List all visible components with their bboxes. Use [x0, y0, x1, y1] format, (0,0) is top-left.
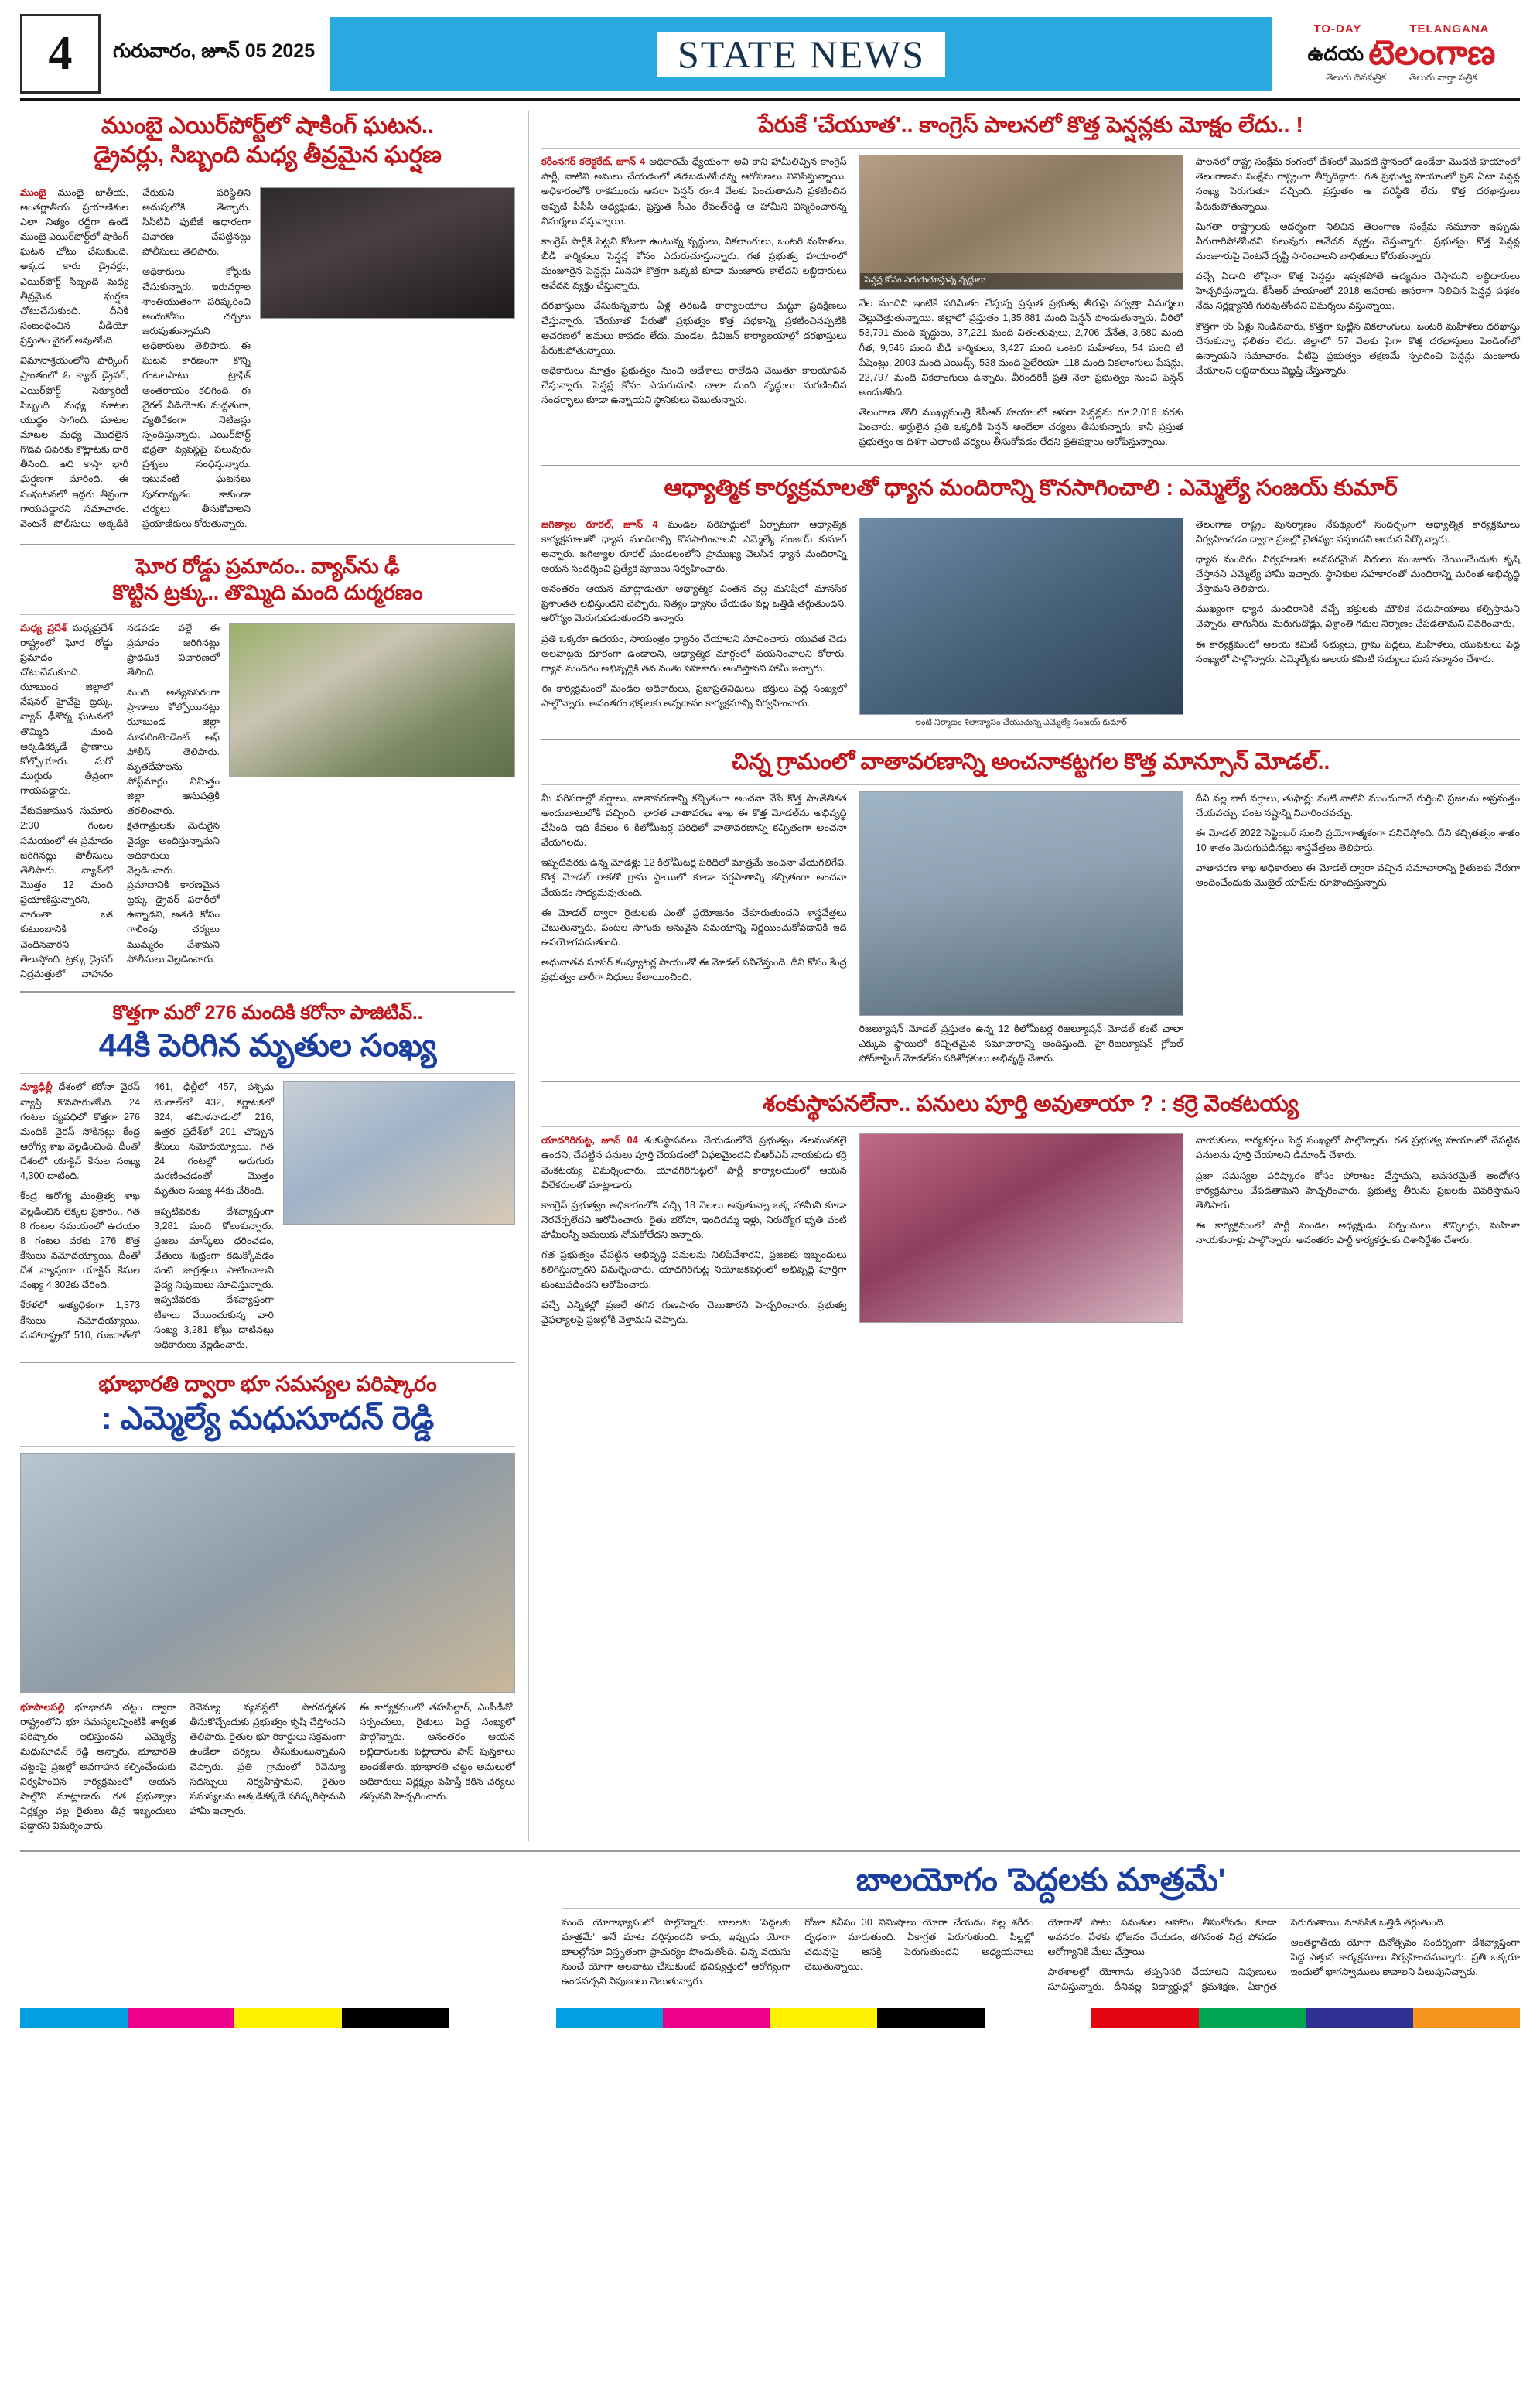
body-mumbai: ముంబై ముంబై జాతీయ, అంతర్జాతీయ ప్రయాణికుల ఎలా నిత్యం రద్దీగా ఉండే ముంబై ఎయిర్‌పోర్ట్‌లో షాకింగ్ ఘటన చోటు చేసుకుంది. అక్కడ కారు డ్రైవర్లు, ఎయిర్‌పోర్ట్ సిబ్బంది మధ్య తీవ్రమైన ఘర్షణ చోటుచేసుకుంది. దీనికి సంబంధించిన వీడియో ప్రస్తుతం వైరల్ అవుతోంది. విమానాశ్రయంలోని పార్కింగ్ ప్రాంతంలో ఓ క్యాబ్ డ్రైవర్, ఎయిర్‌పోర్ట్ సెక్యూరిటీ సిబ్బంది మధ్య మాటల యుద్ధం సాగింది. మాటల మాటల మధ్య మొదలైన గొడవ చివరకు కొట్లాటకు దారి తీసింది. అది కాస్తా భారీ ఘర్షణగా మారింది. ఈ సంఘటనలో ఇద్దరు తీవ్రంగా గాయపడ్డారని సమాచారం. వెంటనే పోలీసులు అక్కడికి చేరుకుని పరిస్థితిని అదుపులోకి తెచ్చారు. సీసీటీవీ ఫుటేజీ ఆధారంగా విచారణ చేపట్టినట్లు పోలీసులు తెలిపారు. అధికారులు కోర్టుకు చేసుకున్నారు. ఇరువర్గాల శాంతియుతంగా పరిష్కరించి అందుకోసం చర్చలు జరుపుతున్నామని అధికారులు తెలిపారు. ఈ ఘటన కారణంగా కొన్ని గంటలపాటు ట్రాఫిక్ అంతరాయం కలిగింది. ఈ వైరల్ వీడియోకు మద్దతుగా, వ్యతిరేకంగా నెటిజన్లు స్పందిస్తున్నారు. ఎయిర్‌పోర్ట్ భద్రతా వ్యవస్థపై పలువురు ప్రశ్నలు సంధిస్తున్నారు. ఇటువంటి ఘటనలు పునరావృతం కాకుండా చర్యలు తీసుకోవాలని ప్రయాణికులు కోరుతున్నారు. — [20, 186, 251, 529]
story-monsoon-model — [541, 748, 1520, 1072]
publication-logo — [1272, 14, 1520, 94]
headline-mumbai-line2: డ్రైవర్లు, సిబ్బంది మధ్య తీవ్రమైన ఘర్షణ — [94, 142, 442, 169]
body-monsoon-right: దీని వల్ల భారీ వర్షాలు, తుఫాన్లు వంటి వాటిని ముందుగానే గుర్తించి ప్రజలను అప్రమత్తం చేయవచ్చు. పంట నష్టాన్ని నివారించవచ్చు. ఈ మోడల్ 2022 సెప్టెంబర్ నుంచి ప్రయోగాత్మకంగా పనిచేస్తోంది. దీని కచ్చితత్వం శాతం 10 శాతం మెరుగుపడినట్లు శాస్త్రవేత్తలు తెలిపారు. వాతావరణ శాఖ అధికారులు ఈ మోడల్ ద్వారా వచ్చిన సమాచారాన్ని రైతులకు నేరుగా అందించేందుకు మొబైల్ యాప్‌ను రూపొందిస్తున్నారు. — [1195, 792, 1520, 889]
dateline-karre: యాదగిరిగుట్ట, జూన్ 04 — [541, 1135, 638, 1146]
dateline-accident: మధ్య ప్రదేశ్ — [20, 622, 67, 634]
color-swatch — [663, 2008, 770, 2028]
story-karre-venkataiah — [541, 1090, 1520, 1333]
headline-accident-line2: కొట్టిన ట్రక్కు.. తొమ్మిది మంది దుర్మరణం — [112, 581, 423, 605]
photo-vaccination — [283, 1081, 515, 1225]
body-bhubharathi: భూపాలపల్లి భూభారతి చట్టం ద్వారా రాష్ట్రంలోని భూ సమస్యలన్నింటికీ శాశ్వత పరిష్కారం లభిస్తుందని ఎమ్మెల్యే మధుసూదన్ రెడ్డి అన్నారు. భూభారతి చట్టంపై ప్రజల్లో అవగాహన కల్పించేందుకు నిర్వహించిన కార్యక్రమంలో ఆయన పాల్గొని మాట్లాడారు. గత ప్రభుత్వాల నిర్లక్ష్యం వల్ల రైతులు తీవ్ర ఇబ్బందులు పడ్డారని విమర్శించారు. రెవెన్యూ వ్యవస్థలో పారదర్శకత తీసుకొచ్చేందుకు ప్రభుత్వం కృషి చేస్తోందని తెలిపారు. రైతుల భూ రికార్డులు సక్రమంగా ఉండేలా చర్యలు తీసుకుంటున్నామని చెప్పారు. ప్రతి గ్రామంలో రెవెన్యూ సదస్సులు నిర్వహిస్తామని, రైతుల సమస్యలను అక్కడికక్కడే పరిష్కరిస్తామని హామీ ఇచ్చారు. ఈ కార్యక్రమంలో తహసీల్దార్, ఎంపీడీవో, సర్పంచులు, రైతులు పెద్ద సంఖ్యలో పాల్గొన్నారు. అనంతరం ఆయన లబ్ధిదారులకు పట్టాదారు పాస్ పుస్తకాలు అందజేశారు. భూభారతి చట్టం అమలులో అధికారులు నిర్లక్ష్యం వహిస్తే కఠిన చర్యలు తప్పవని హెచ్చరించారు. — [20, 1702, 515, 1832]
headline-bhubharathi-line2: : ఎమ్మెల్యే మధుసూదన్ రెడ్డి — [101, 1399, 435, 1436]
dateline-sanjay: జగిత్యాల రూరల్, జూన్ 4 — [541, 518, 658, 530]
headline-monsoon-model: చిన్న గ్రామంలో వాతావరణాన్ని అంచనాకట్టగల కొత్త మాన్సూన్ మోడల్.. — [731, 749, 1330, 774]
headline-mumbai-line1: ముంబై ఎయిర్‌పోర్ట్‌లో షాకింగ్ ఘటన.. — [101, 113, 435, 138]
dateline-corona: న్యూఢిల్లీ — [20, 1081, 53, 1093]
headline-bhubharathi-line1: భూభారతి ద్వారా భూ సమస్యల పరిష్కారం — [98, 1372, 437, 1396]
story-mumbai-airport — [20, 111, 515, 535]
color-swatch — [1306, 2008, 1413, 2028]
photo-caption-pension: పెన్షన్ల కోసం ఎదురుచూస్తున్న వృద్ధులు — [860, 273, 1183, 289]
body-karre-left: యాదగిరిగుట్ట, జూన్ 04 శంకుస్థాపనలు చేయడంలోనే ప్రభుత్వం తలమునకలై ఉందని, చేపట్టిన పనులు పూర్తి చేయడంలో విఫలమైందని బీఆర్ఎస్ నాయకుడు కర్రె వెంకటయ్య విమర్శించారు. యాదగిరిగుట్టలో పార్టీ కార్యాలయంలో ఆయన విలేకరులతో మాట్లాడారు. కాంగ్రెస్ ప్రభుత్వం అధికారంలోకి వచ్చి 18 నెలలు అవుతున్నా ఒక్క హామీని కూడా నెరవేర్చలేదని ఆరోపించారు. రైతు భరోసా, ఇందిరమ్మ ఇళ్లు, నిరుద్యోగ భృతి వంటి హామీలన్నీ అమలుకు నోచుకోలేదని అన్నారు. గత ప్రభుత్వం చేపట్టిన అభివృద్ధి పనులను నిలిపివేశారని, ప్రజలకు ఇబ్బందులు కలిగిస్తున్నారని విమర్శించారు. యాదగిరిగుట్ట నియోజకవర్గంలో అభివృద్ధి పూర్తిగా కుంటుపడిందని ఆరోపించారు. వచ్చే ఎన్నికల్లో ప్రజలే తగిన గుణపాఠం చెబుతారని హెచ్చరించారు. ప్రభుత్వ వైఫల్యాలపై ప్రజల్లోకి వెళ్తామని చెప్పారు. — [541, 1135, 847, 1325]
story-sanjay-kumar — [541, 474, 1520, 730]
color-swatch — [1199, 2008, 1306, 2028]
section-title: STATE NEWS — [657, 32, 945, 77]
dateline-bhubharathi: భూపాలపల్లి — [20, 1702, 65, 1713]
body-corona: న్యూఢిల్లీ దేశంలో కరోనా వైరస్ వ్యాప్తి కొనసాగుతోంది. 24 గంటల వ్యవధిలో కొత్తగా 276 మందికి వైరస్ సోకినట్లు కేంద్ర ఆరోగ్య శాఖ వెల్లడించింది. దీంతో దేశంలో యాక్టివ్ కేసుల సంఖ్య 4,300 దాటింది. కేంద్ర ఆరోగ్య మంత్రిత్వ శాఖ వెల్లడించిన లెక్కల ప్రకారం.. గత 8 గంటల సమయంలో ఉదయం 8 గంటల వరకు 276 కొత్త కేసులు నమోదయ్యాయి. దీంతో దేశ వ్యాప్తంగా యాక్టివ్ కేసుల సంఖ్య 4,302కు చేరింది. కేరళలో అత్యధికంగా 1,373 కేసులు నమోదయ్యాయి. మహారాష్ట్రలో 510, గుజరాత్‌లో 461, ఢిల్లీలో 457, పశ్చిమ బెంగాల్‌లో 432, కర్ణాటకలో 324, తమిళనాడులో 216, ఉత్తర ప్రదేశ్‌లో 201 చొప్పున కేసులు నమోదయ్యాయి. గత 24 గంటల్లో ఆరుగురు మరణించడంతో మొత్తం మృతుల సంఖ్య 44కు చేరింది. ఇప్పటివరకు దేశవ్యాప్తంగా 3,281 మంది కోలుకున్నారు. ప్రజలు మాస్క్‌లు ధరించడం, చేతులు శుభ్రంగా కడుక్కోవడం వంటి జాగ్రత్తలు పాటించాలని వైద్య నిపుణులు సూచిస్తున్నారు. ఇప్పటివరకు దేశవ్యాప్తంగా టీకాలు వేయించుకున్న వారి సంఖ్య 3,281 కోట్లు దాటినట్లు అధికారులు వెల్లడించారు. — [20, 1081, 274, 1350]
color-swatch — [985, 2008, 1092, 2028]
photo-pension-queue — [859, 155, 1183, 290]
color-swatch — [234, 2008, 342, 2028]
body-karre-right: నాయకులు, కార్యకర్తలు పెద్ద సంఖ్యలో పాల్గొన్నారు. గత ప్రభుత్వ హయాంలో చేపట్టిన పనులను పూర్తి చేయాలని డిమాండ్ చేశారు. ప్రజా సమస్యల పరిష్కారం కోసం పోరాటం చేస్తామని, అవసరమైతే ఆందోళన కార్యక్రమాలు చేపడతామని హెచ్చరించారు. ప్రభుత్వ తీరును ప్రజలకు వివరిస్తామని తెలిపారు. ఈ కార్యక్రమంలో పార్టీ మండల అధ్యక్షుడు, సర్పంచులు, కౌన్సిలర్లు, మహిళా నాయకురాళ్లు పాల్గొన్నారు. అనంతరం పార్టీ కార్యకర్తలకు దిశానిర్దేశం చేశారు. — [1195, 1135, 1520, 1246]
body-balayogam: మంది యోగాభ్యాసంలో పాల్గొన్నారు. బాలలకు 'పెద్దలకు మాత్రమే' అనే మాట వర్తిస్తుందని కాదు, ఇప్పుడు యోగా బాలల్లోనూ విస్తృతంగా ప్రాచుర్యం పొందుతోంది. చిన్న వయసు నుంచే యోగా అలవాటు చేసుకుంటే భవిష్యత్తులో ఆరోగ్యంగా ఉండవచ్చని నిపుణులు చెబుతున్నారు. రోజూ కనీసం 30 నిమిషాలు యోగా చేయడం వల్ల శరీరం దృఢంగా మారుతుంది. ఏకాగ్రత పెరుగుతుంది. పిల్లల్లో చదువుపై ఆసక్తి పెరుగుతుందని అధ్యయనాలు చెబుతున్నాయి. యోగాతో పాటు సమతుల ఆహారం తీసుకోవడం కూడా అవసరం. వేళకు భోజనం చేయడం, తగినంత నిద్ర పోవడం ఆరోగ్యానికి మేలు చేస్తాయి. పాఠశాలల్లో యోగాను తప్పనిసరి చేయాలని నిపుణులు సూచిస్తున్నారు. దీనివల్ల విద్యార్థుల్లో క్రమశిక్షణ, ఏకాగ్రత పెరుగుతాయి. మానసిక ఒత్తిడి తగ్గుతుంది. అంతర్జాతీయ యోగా దినోత్సవం సందర్భంగా దేశవ్యాప్తంగా పెద్ద ఎత్తున కార్యక్రమాలు నిర్వహించనున్నారు. ప్రతి ఒక్కరూ ఇందులో భాగస్వాములు కావాలని పిలుపునిచ్చారు. — [562, 1916, 1520, 1993]
issue-date: గురువారం, జూన్ 05 2025 — [113, 40, 316, 62]
body-sanjay-left: జగిత్యాల రూరల్, జూన్ 4 మండల సరిహద్దులో ఏర్పాటుగా ఆధ్యాత్మిక కార్యక్రమాలతో ధ్యాన మందిరాన్ని కొనసాగించాలని ఎమ్మెల్యే సంజయ్ కుమార్ అన్నారు. జగిత్యాల రూరల్ మండలంలోని ప్రాముఖ్య వెలసిన ధ్యాన మందిరాన్ని ఆయన సందర్శించి ప్రత్యేక పూజలు నిర్వహించారు. అనంతరం ఆయన మాట్లాడుతూ ఆధ్యాత్మిక చింతన వల్ల మనిషిలో మానసిక ప్రశాంతత లభిస్తుందని చెప్పారు. నిత్యం ధ్యానం చేయడం వల్ల ఒత్తిడి తగ్గుతుందని, ఆరోగ్యం మెరుగుపడుతుందని అన్నారు. ప్రతి ఒక్కరూ ఉదయం, సాయంత్రం ధ్యానం చేయాలని సూచించారు. యువత చెడు అలవాట్లకు దూరంగా ఉండాలని, ఆధ్యాత్మిక మార్గంలో పయనించాలని కోరారు. ధ్యాన మందిరం అభివృద్ధికి తన వంతు సహకారం అందిస్తానని హామీ ఇచ్చారు. ఈ కార్యక్రమంలో మండల అధికారులు, ప్రజాప్రతినిధులు, భక్తులు పెద్ద సంఖ్యలో పాల్గొన్నారు. అనంతరం భక్తులకు అన్నదానం కార్యక్రమాన్ని నిర్వహించారు. — [541, 518, 847, 709]
column-left — [20, 111, 515, 1841]
body-congress-left: కరీంనగర్ కలెక్టరేట్, జూన్ 4 అధికారమే ధ్యేయంగా అవి కాని హామీలిచ్చిన కాంగ్రెస్ పార్టీ, వాటిని అమలు చేయడంలో తడబడుతోందన్న ఆరోపణలు వినిపిస్తున్నాయి. అధికారంలోకి రాకముందు ఆసరా పెన్షన్ రూ.4 వేలకు పెంచుతామని ప్రకటించిన అప్పటి పీసీసీ అధ్యక్షుడు, ప్రస్తుత సీఎం రేవంత్‌రెడ్డి ఆ హామీని విస్మరించారన్న విమర్శలు వస్తున్నాయి. కాంగ్రెస్ పార్టీకి పెట్టని కోటలా ఉంటున్న వృద్ధులు, వికలాంగులు, ఒంటరి మహిళలు, బీడీ కార్మికులు పెన్షన్ల కోసం ఎదురుచూస్తున్నారు. గత ప్రభుత్వ హయాంలో మంజూరైన పెన్షన్లు మినహా కొత్తగా ఒక్కటి కూడా మంజూరు కాలేదని లబ్ధిదారులు ఆవేదన వ్యక్తం చేస్తున్నారు. దరఖాస్తులు చేసుకున్నవారు ఏళ్ల తరబడి కార్యాలయాల చుట్టూ ప్రదక్షిణలు చేస్తున్నారు. 'చేయూత' పేరుతో ప్రభుత్వం కొత్త పథకాన్ని ప్రకటించినప్పటికీ ఆచరణలో అమలు కావడం లేదు. మండల, డివిజన్ కార్యాలయాల్లో దరఖాస్తులు పేరుకుపోతున్నాయి. అధికారులు మాత్రం ప్రభుత్వం నుంచి ఆదేశాలు రాలేదని చెబుతూ కాలయాపన చేస్తున్నారు. పెన్షన్ల కోసం ఎదురుచూసి చాలా మంది వృద్ధులు మరణించిన సందర్భాలు కూడా ఉన్నాయని స్థానికులు చెబుతున్నారు. — [541, 156, 847, 406]
color-swatch — [877, 2008, 985, 2028]
logo-top-right: TELANGANA — [1409, 22, 1490, 36]
headline-corona-small: కొత్తగా మరో 276 మందికి కరోనా పాజిటివ్.. — [112, 1001, 423, 1023]
body-monsoon-mid: రిజల్యూషన్ మోడల్ ప్రస్తుతం ఉన్న 12 కిలోమీటర్ల రిజల్యూషన్ మోడల్ కంటే చాలా ఎక్కువ స్థాయిలో కచ్చితమైన సమాచారాన్ని అందిస్తుంది. హై-రిజల్యూషన్ గ్లోబల్ ఫోర్‌కాస్టింగ్ మోడల్‌ను పరిశోధకులు అభివృద్ధి చేశారు. — [859, 1023, 1183, 1064]
color-swatch — [1091, 2008, 1199, 2028]
color-swatch — [1413, 2008, 1521, 2028]
story-bhubharathi — [20, 1371, 515, 1833]
body-congress-mid: వేల మందిని ఇంటికే పరిమితం చేస్తున్న ప్రస్తుత ప్రభుత్వ తీరుపై సర్వత్రా విమర్శలు వెల్లువెత్తుతున్నాయి. జిల్లాలో ప్రస్తుతం 1,35,881 మంది పెన్షన్ పొందుతున్నారు. వీరిలో 53,791 మంది వృద్ధులు, 37,221 మంది వితంతువులు, 2,706 చేనేత, 3,680 మంది గీత, 9,546 మంది బీడీ కార్మికులు, 3,427 మంది ఒంటరి మహిళలు, 54 మంది టీ పేషెంట్లు, 2003 మంది ఎయిడ్స్, 538 మంది ఫైలేరియా, 118 మంది వికలాంగులు పేషన్లు, 22,797 మంది వికలాంగులు ఉన్నారు. వీరందరికీ ప్రతి నెలా ప్రభుత్వం నుంచి పెన్షన్ అందుతోంది. తెలంగాణ తొలి ముఖ్యమంత్రి కేసీఆర్ హయాంలో ఆసరా పెన్షన్లను రూ.2,016 వరకు పెంచారు. అర్హులైన ప్రతి ఒక్కరికీ పెన్షన్ అందేలా చర్యలు తీసుకున్నారు. కానీ ప్రస్తుత ప్రభుత్వం ఆ దిశగా ఎలాంటి చర్యలు తీసుకోవడం లేదని ప్రతిపక్షాలు ఆరోపిస్తున్నాయి. — [859, 298, 1183, 448]
color-swatch — [128, 2008, 235, 2028]
headline-corona-big: 44కి పెరిగిన మృతుల సంఖ్య — [98, 1027, 437, 1063]
body-accident: మధ్య ప్రదేశ్ మధ్యప్రదేశ్ రాష్ట్రంలో ఘోర రోడ్డు ప్రమాదం చోటుచేసుకుంది. రుూబుంద జిల్లాలో నేషనల్ హైవేపై ట్రక్కు, వ్యాన్ ఢీకొన్న ఘటనలో తొమ్మిది మంది అక్కడికక్కడే ప్రాణాలు కోల్పోయారు. మరో ముగ్గురు తీవ్రంగా గాయపడ్డారు. వేకువజామున సుమారు 2:30 గంటల సమయంలో ఈ ప్రమాదం జరిగినట్లు పోలీసులు తెలిపారు. వ్యాన్‌లో మొత్తం 12 మంది ప్రయాణిస్తున్నారని, వారంతా ఒక కుటుంబానికి చెందినవారని తెలుస్తోంది. ట్రక్కు డ్రైవర్ నిద్రమత్తులో వాహనం నడపడం వల్లే ఈ ప్రమాదం జరిగినట్లు ప్రాథమిక విచారణలో తేలింది. మంది అత్యవసరంగా ప్రాణాలు కోల్పోయినట్లు రుూబుండ జిల్లా సూపరింటెండెంట్ ఆఫ్ పోలీస్ తెలిపారు. మృతదేహాలను పోస్ట్‌మార్టం నిమిత్తం జిల్లా ఆసుపత్రికి తరలించారు. క్షతగాత్రులకు మెరుగైన వైద్యం అందిస్తున్నామని అధికారులు వెల్లడించారు. ప్రమాదానికి కారణమైన ట్రక్కు డ్రైవర్ పరారీలో ఉన్నాడని, అతడి కోసం గాలింపు చర్యలు ముమ్మరం చేశామని పోలీసులు వెల్లడించారు. — [20, 622, 220, 979]
headline-accident-line1: ఘోర రోడ్డు ప్రమాదం.. వ్యాన్‌ను ఢీ — [135, 554, 400, 578]
story-balayogam — [20, 1860, 1520, 1994]
color-swatch — [770, 2008, 878, 2028]
color-registration-bar — [20, 2008, 1520, 2028]
photo-rain-traffic — [859, 791, 1183, 1016]
dateline-congress: కరీంనగర్ కలెక్టరేట్, జూన్ 4 — [541, 156, 646, 168]
headline-karre-venkataiah: శంకుస్థాపనలేనా.. పనులు పూర్తి అవుతాయా ? : కర్రె వెంకటయ్య — [763, 1092, 1299, 1117]
headline-balayogam: బాలయోగం 'పెద్దలకు మాత్రమే' — [855, 1862, 1226, 1898]
column-right-group — [541, 111, 1520, 1841]
column-divider-1 — [528, 111, 529, 1841]
page-number: 4 — [20, 14, 101, 94]
photo-mla-portrait — [859, 518, 1183, 715]
logo-sub-right: తెలుగు వార్తా పత్రిక — [1409, 71, 1477, 83]
section-band — [330, 17, 1272, 91]
body-congress-right: పాలనలో రాష్ట్ర సంక్షేమ రంగంలో దేశంలో మొదటి స్థానంలో ఉండేలా మొదటి హయాంలో తెలంగాణను సంక్షేమ రాష్ట్రంగా తీర్చిదిద్దారు. గత ప్రభుత్వ హయాంలో ప్రతి ఏటా పెన్షన్ల సంఖ్య పెరుగుతూ వచ్చింది. ప్రస్తుతం ఆ పరిస్థితి లేదు. కొత్త దరఖాస్తులు పేరుకుపోతున్నాయి. మిగతా రాష్ట్రాలకు ఆదర్శంగా నిలిచిన తెలంగాణ సంక్షేమ నమూనా ఇప్పుడు నీరుగారిపోతోందని పలువురు ఆవేదన వ్యక్తం చేస్తున్నారు. ప్రభుత్వం కొత్త పెన్షన్ల మంజూరుపై వెంటనే దృష్టి సారించాలని బాధితులు కోరుతున్నారు. వచ్చే ఏడాది లోపైనా కొత్త పెన్షన్లు ఇవ్వకపోతే ఉద్యమం చేస్తామని లబ్ధిదారులు హెచ్చరిస్తున్నారు. కేసీఆర్ హయాంలో 2018 ఆసరాకు ఆసరాగా నిలిచిన పెన్షన్ల పథకం నేడు నిర్లక్ష్యానికి గురవుతోందని విమర్శలు వస్తున్నాయి. కొత్తగా 65 ఏళ్లు నిండినవారు, కొత్తగా పుట్టిన వికలాంగులు, ఒంటరి మహిళలు దరఖాస్తు చేసుకున్నా ఫలితం లేదు. జిల్లాలో 57 వేలకు పైగా కొత్త దరఖాస్తులు పెండింగ్‌లో ఉన్నాయని సమాచారం. వీటిపై ప్రభుత్వం తక్షణమే స్పందించి పెన్షన్లు మంజూరు చేయాలని లబ్ధిదారులు విజ్ఞప్తి చేస్తున్నారు. — [1195, 156, 1520, 376]
body-sanjay-right: తెలంగాణ రాష్ట్రం పునర్మాణం నేపథ్యంలో సందర్భంగా ఆధ్యాత్మిక కార్యక్రమాలు నిర్వహించడం ద్వారా ప్రజల్లో చైతన్యం వస్తుందని ఆయన పేర్కొన్నారు. ధ్యాన మందిరం నిర్వహణకు అవసరమైన నిధులు మంజూరు చేయించేందుకు కృషి చేస్తానని ఎమ్మెల్యే హామీ ఇచ్చారు. స్థానికుల సహకారంతో మందిరాన్ని మరింత అభివృద్ధి చేస్తామని తెలిపారు. ముఖ్యంగా ధ్యాన మందిరానికి వచ్చే భక్తులకు మౌలిక సదుపాయాలు కల్పిస్తామని చెప్పారు. తాగునీరు, మరుగుదొడ్లు, విశ్రాంతి గదుల నిర్మాణం చేపడతామని వివరించారు. ఈ కార్యక్రమంలో ఆలయ కమిటీ సభ్యులు, గ్రామ పెద్దలు, మహిళలు, యువకులు పెద్ద సంఖ్యలో పాల్గొన్నారు. ఎమ్మెల్యేకు ఆలయ కమిటీ సభ్యులు ఘన సన్మానం చేశారు. — [1195, 518, 1520, 665]
logo-top-left: TO-DAY — [1313, 22, 1362, 36]
masthead — [20, 14, 1520, 101]
headline-sanjay-kumar: ఆధ్యాత్మిక కార్యక్రమాలతో ధ్యాన మందిరాన్ని కొనసాగించాలి : ఎమ్మెల్యే సంజయ్ కుమార్ — [664, 475, 1398, 501]
color-swatch — [449, 2008, 556, 2028]
story-road-accident — [20, 553, 515, 982]
logo-small-word: ఉదయ — [1307, 41, 1364, 65]
photo-airport-scuffle — [260, 187, 515, 319]
photo-caption-sanjay: ఇంటి నిర్మాణం శిలాన్యాసం చేయుచున్న ఎమ్మెల్యే సంజయ్ కుమార్ — [915, 717, 1127, 727]
logo-word: టెలంగాణ — [1368, 34, 1496, 73]
headline-congress-pension: పేరుకే 'చేయూత'.. కాంగ్రెస్ పాలనలో కొత్త పెన్షన్లకు మోక్షం లేదు.. ! — [758, 113, 1303, 138]
logo-sub-left: తెలుగు దినపత్రిక — [1326, 71, 1386, 83]
color-swatch — [556, 2008, 664, 2028]
story-congress-pension — [541, 111, 1520, 456]
photo-mla-rally — [20, 1453, 515, 1693]
color-swatch — [342, 2008, 449, 2028]
dateline-mumbai: ముంబై — [20, 186, 46, 198]
story-corona — [20, 1000, 515, 1352]
color-swatch — [20, 2008, 128, 2028]
body-monsoon-left: మీ పరిసరాల్లో వర్షాలు, వాతావరణాన్ని కచ్చితంగా అంచనా వేసే కొత్త సాంకేతికత అందుబాటులోకి వచ్చింది. భారత వాతావరణ శాఖ ఈ కొత్త మోడల్‌ను అభివృద్ధి చేసింది. ఇది కేవలం 6 కిలోమీటర్ల పరిధిలో వాతావరణాన్ని కచ్చితంగా అంచనా వేయగలదు. ఇప్పటివరకు ఉన్న మోడళ్లు 12 కిలోమీటర్ల పరిధిలో మాత్రమే అంచనా వేయగలిగేవి. కొత్త మోడల్ రాకతో గ్రామ స్థాయిలో కూడా వర్షపాతాన్ని కచ్చితంగా అంచనా వేయడం సాధ్యమవుతుంది. ఈ మోడల్ ద్వారా రైతులకు ఎంతో ప్రయోజనం చేకూరుతుందని శాస్త్రవేత్తలు చెబుతున్నారు. పంటల సాగుకు అనువైన సమయాన్ని నిర్ణయించుకోవడానికి ఇది ఉపయోగపడుతుంది. అధునాతన సూపర్ కంప్యూటర్ల సాయంతో ఈ మోడల్ పనిచేస్తుంది. దీని కోసం కేంద్ర ప్రభుత్వం భారీగా నిధులు కేటాయించింది. — [541, 792, 847, 983]
photo-van-crash — [229, 623, 515, 777]
photo-brs-leaders — [859, 1133, 1183, 1323]
